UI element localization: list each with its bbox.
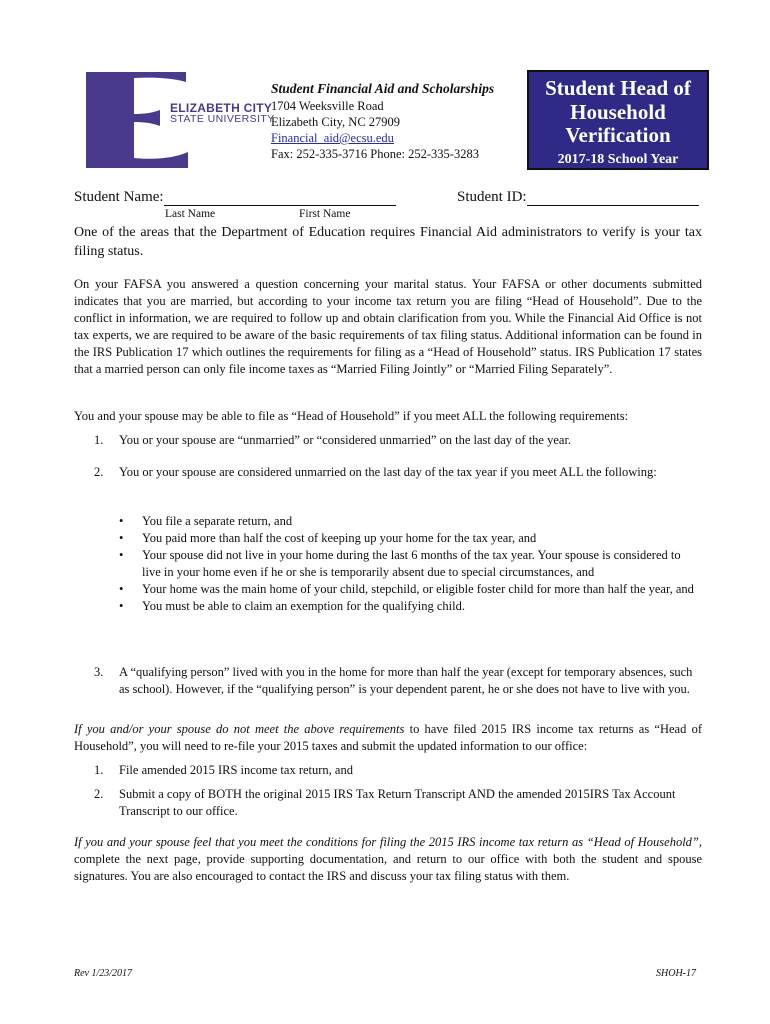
requirement-2-bullets (115, 513, 702, 615)
bullet-item: • You paid more than half the cost of keeping up your home for the tax year, and (119, 531, 537, 545)
bullet-item: • You file a separate return, and (119, 514, 293, 528)
bullet-item: • You must be able to claim an exemption for the qualifying child. (119, 599, 465, 613)
office-name: Student Financial Aid and Scholarships (271, 81, 495, 96)
title-line2: Household (570, 99, 666, 124)
closing-italic: If you and your spouse feel that you meet the conditions for filing the 2015 IRS income tax return as “Head of Household” (74, 835, 699, 849)
student-name-row (74, 189, 396, 206)
office-address-block (271, 81, 494, 162)
bullet-item: • Your spouse did not live in your home during the last 6 months of the tax year. Your spouse is considered to live in your home even if he or she is temporarily absent due to special circumstances, and (119, 548, 681, 579)
req1-text: You or your spouse are “unmarried” or “considered unmarried” on the last day of the year. (119, 433, 572, 447)
requirement-3 (94, 664, 700, 698)
student-name-field[interactable] (164, 190, 396, 206)
step1-number: 1. (94, 763, 104, 777)
step-1 (94, 762, 700, 779)
office-email-link[interactable]: Financial_aid@ecsu.edu (271, 131, 394, 145)
school-year: 2017-18 School Year (557, 151, 679, 167)
req3-number: 3. (94, 665, 104, 679)
refile-italic: If you and/or your spouse do not meet the above requirements (74, 722, 405, 736)
form-code: SHOH-17 (656, 968, 696, 979)
university-wordmark (170, 103, 275, 125)
title-line1: Student Head of (545, 76, 691, 100)
student-id-row (457, 189, 699, 206)
step-2 (94, 786, 700, 820)
form-title-box (527, 70, 709, 170)
wordmark-line1: ELIZABETH CITY (170, 101, 273, 115)
requirement-1 (94, 432, 700, 449)
student-name-label: Student Name: (74, 189, 164, 205)
req2-text: You or your spouse are considered unmarried on the last day of the tax year if you meet ALL the following: (119, 465, 657, 479)
office-city: Elizabeth City, NC 27909 (271, 115, 401, 129)
closing-rest: , complete the next page, provide supporting documentation, and return to our office with both the student and spouse signatures. You are also encouraged to contact the IRS and discuss your tax filing status with them. (74, 835, 702, 883)
student-id-field[interactable] (527, 190, 699, 206)
first-name-caption: First Name (299, 208, 351, 220)
title-line3: Verification (565, 123, 671, 147)
office-street: 1704 Weeksville Road (271, 99, 384, 113)
req1-number: 1. (94, 433, 104, 447)
step2-text: Submit a copy of BOTH the original 2015 IRS Tax Return Transcript AND the amended 2015IRS Tax Account Transcript to our office. (119, 787, 676, 818)
refile-paragraph (74, 721, 702, 755)
requirement-2 (94, 464, 700, 481)
refile-rest: to have filed 2015 IRS income tax returns as “Head of Household”, you will need to re-file your 2015 taxes and submit the updated information to our office: (74, 722, 702, 753)
last-name-caption: Last Name (165, 208, 216, 220)
intro-paragraph: One of the areas that the Department of Education requires Financial Aid administrators to verify is your tax filing status. (74, 225, 702, 259)
wordmark-line2: STATE UNIVERSITY (170, 113, 275, 125)
revision-date: Rev 1/23/2017 (74, 968, 133, 979)
requirements-intro: You and your spouse may be able to file as “Head of Household” if you meet ALL the following requirements: (74, 409, 629, 423)
step1-text: File amended 2015 IRS income tax return, and (119, 763, 353, 777)
student-id-label: Student ID: (457, 189, 527, 205)
req3-text: A “qualifying person” lived with you in the home for more than half the year (except for temporary absences, such as school). However, if the “qualifying person” is your dependent parent, he or she does not have to live with you. (119, 665, 693, 696)
office-contact: Fax: 252-335-3716 Phone: 252-335-3283 (271, 147, 479, 161)
req2-number: 2. (94, 465, 104, 479)
fafsa-paragraph: On your FAFSA you answered a question concerning your marital status. Your FAFSA or other documents submitted indicates that you are married, but according to your income tax return you are filing “Head of Household”. Due to the conflict in information, we are required to follow up and obtain clarification from you. While the Financial Aid Office is not tax experts, we are required to be aware of the basic requirements of tax filing status. Additional information can be found in the IRS Publication 17 which outlines the requirements for filing as a “Head of Household” status. IRS Publication 17 states that a married person can only file income taxes as “Married Filing Jointly” or “Married Filing Separately”. (74, 277, 702, 376)
bullet-item: • Your home was the main home of your child, stepchild, or eligible foster child for more than half the year, and (119, 582, 694, 596)
closing-paragraph (74, 834, 702, 885)
step2-number: 2. (94, 787, 104, 801)
